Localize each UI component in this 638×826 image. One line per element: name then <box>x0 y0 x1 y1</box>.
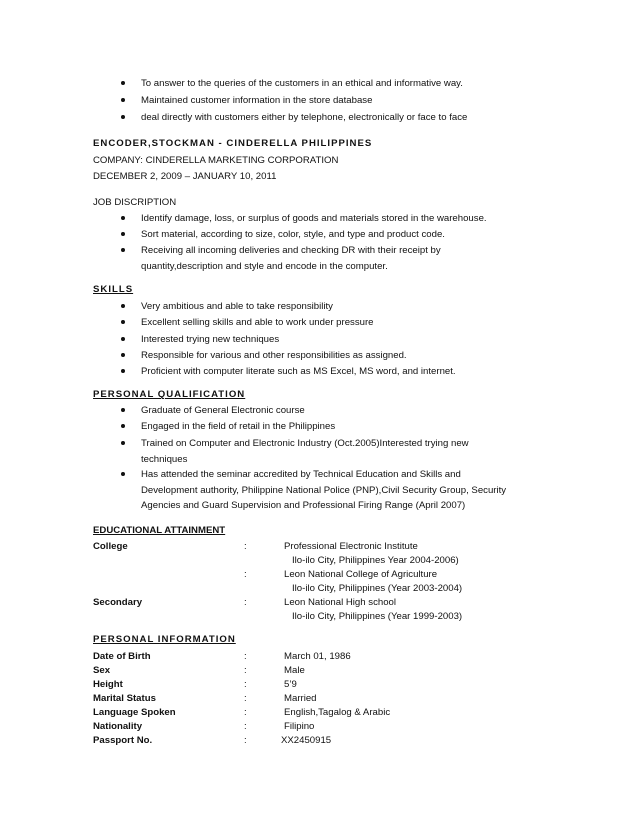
job-bullet-text: Sort material, according to size, color, style, and type and product code. <box>141 229 445 240</box>
info-value: English,Tagalog & Arabic <box>284 707 391 718</box>
job-bullet-text: quantity,description and style and encode in the computer. <box>141 261 388 272</box>
colon: : <box>244 541 247 552</box>
info-label: Date of Birth <box>93 651 151 662</box>
job-bullet-text: Receiving all incoming deliveries and checking DR with their receipt by <box>141 245 441 256</box>
bullet <box>121 472 125 476</box>
bullet <box>121 320 125 324</box>
qualification-text: Graduate of General Electronic course <box>141 405 305 416</box>
info-label: Marital Status <box>93 693 156 704</box>
education-line: Ilo-ilo City, Philippines (Year 2003-2004) <box>292 583 463 594</box>
colon: : <box>244 597 247 608</box>
bullet <box>121 441 125 445</box>
info-value: Married <box>284 693 317 704</box>
job-description-heading: JOB DISCRIPTION <box>93 197 177 208</box>
colon: : <box>244 651 247 662</box>
education-college-label: College <box>93 541 128 552</box>
education-line: Professional Electronic Institute <box>284 541 418 552</box>
education-heading: EDUCATIONAL ATTAINMENT <box>93 525 226 536</box>
qualification-text: Development authority, Philippine National Police (PNP),Civil Security Group, Security <box>141 485 507 496</box>
qualification-text: Engaged in the field of retail in the Philippines <box>141 421 336 432</box>
bullet <box>121 232 125 236</box>
colon: : <box>244 735 247 746</box>
education-line: Ilo-ilo City, Philippines (Year 1999-2003) <box>292 611 463 622</box>
bullet <box>121 369 125 373</box>
education-secondary-label: Secondary <box>93 597 143 608</box>
info-value: 5’9 <box>284 679 297 690</box>
skills-heading: SKILLS <box>93 284 134 295</box>
job-dates: DECEMBER 2, 2009 – JANUARY 10, 2011 <box>93 171 277 182</box>
education-line: Leon National College of Agriculture <box>284 569 438 580</box>
bullet <box>121 248 125 252</box>
info-label: Sex <box>93 665 111 676</box>
intro-bullet-text: To answer to the queries of the customers in an ethical and informative way. <box>141 78 463 89</box>
bullet <box>121 216 125 220</box>
skill-text: Excellent selling skills and able to work under pressure <box>141 317 374 328</box>
bullet <box>121 337 125 341</box>
qualification-text: Agencies and Guard Supervision and Professional Firing Range (April 2007) <box>141 500 466 511</box>
colon: : <box>244 721 247 732</box>
bullet <box>121 424 125 428</box>
bullet <box>121 353 125 357</box>
bullet <box>121 304 125 308</box>
qualification-heading: PERSONAL QUALIFICATION <box>93 389 246 400</box>
job-company: COMPANY: CINDERELLA MARKETING CORPORATION <box>93 155 339 166</box>
skill-text: Proficient with computer literate such as MS Excel, MS word, and internet. <box>141 366 456 377</box>
education-line: Leon National High school <box>284 597 397 608</box>
qualification-text: Trained on Computer and Electronic Industry (Oct.2005)Interested trying new <box>141 438 469 449</box>
bullet <box>121 81 125 85</box>
intro-bullet-text: Maintained customer information in the store database <box>141 95 373 106</box>
skill-text: Very ambitious and able to take responsibility <box>141 301 333 312</box>
bullet <box>121 98 125 102</box>
info-label: Height <box>93 679 123 690</box>
personal-info-heading: PERSONAL INFORMATION <box>93 634 236 645</box>
skill-text: Interested trying new techniques <box>141 334 280 345</box>
info-value: Filipino <box>284 721 315 732</box>
colon: : <box>244 569 247 580</box>
intro-bullet-text: deal directly with customers either by telephone, electronically or face to face <box>141 112 468 123</box>
colon: : <box>244 679 247 690</box>
colon: : <box>244 665 247 676</box>
education-line: Ilo-ilo City, Philippines Year 2004-2006) <box>292 555 459 566</box>
job-title: ENCODER,STOCKMAN - CINDERELLA PHILIPPINES <box>93 138 373 149</box>
bullet <box>121 408 125 412</box>
job-bullet-text: Identify damage, loss, or surplus of goods and materials stored in the warehouse. <box>141 213 487 224</box>
qualification-text: Has attended the seminar accredited by Technical Education and Skills and <box>141 469 461 480</box>
info-label: Nationality <box>93 721 143 732</box>
qualification-text: techniques <box>141 454 188 465</box>
info-label: Passport No. <box>93 735 153 746</box>
bullet <box>121 115 125 119</box>
info-value: XX2450915 <box>281 735 332 746</box>
colon: : <box>244 693 247 704</box>
skill-text: Responsible for various and other responsibilities as assigned. <box>141 350 407 361</box>
info-label: Language Spoken <box>93 707 176 718</box>
colon: : <box>244 707 247 718</box>
info-value: Male <box>284 665 305 676</box>
info-value: March 01, 1986 <box>284 651 351 662</box>
